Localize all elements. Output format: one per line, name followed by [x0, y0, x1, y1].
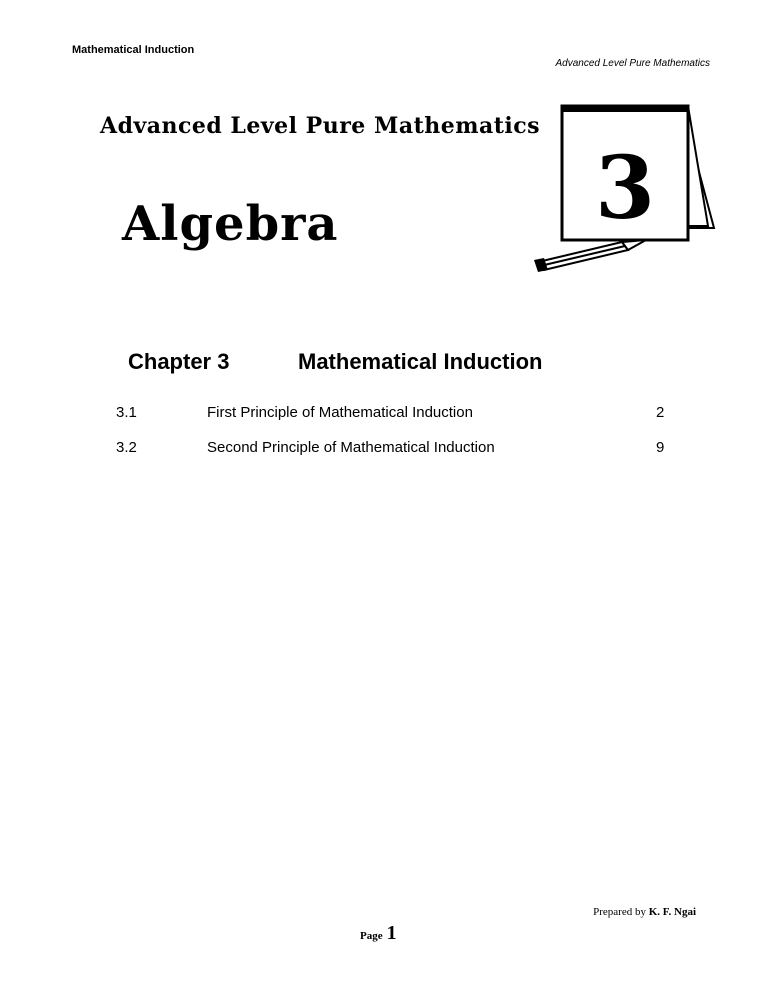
- page-number: 1: [386, 922, 397, 944]
- prepared-by-label: Prepared by: [593, 906, 646, 918]
- page-label: Page: [360, 930, 383, 942]
- toc-page-number: 9: [656, 439, 665, 456]
- running-header-left: Mathematical Induction: [72, 44, 195, 56]
- toc-section-number: 3.2: [116, 439, 137, 456]
- toc-section-number: 3.1: [116, 404, 137, 421]
- prepared-by: [593, 906, 696, 918]
- toc-section-title: Second Principle of Mathematical Induction: [207, 439, 495, 456]
- page-footer: [360, 922, 397, 945]
- notebook-icon: [532, 100, 732, 280]
- chapter-number-graphic: 3: [595, 138, 655, 239]
- author-name: K. F. Ngai: [648, 906, 696, 918]
- running-header-right: Advanced Level Pure Mathematics: [555, 58, 710, 69]
- pencil-icon: [534, 240, 646, 272]
- subject-title: Algebra: [122, 196, 339, 252]
- chapter-name: Mathematical Induction: [298, 349, 543, 374]
- series-title: Advanced Level Pure Mathematics: [100, 113, 541, 139]
- toc-page-number: 2: [656, 404, 665, 421]
- toc-section-title: First Principle of Mathematical Induction: [207, 404, 473, 421]
- chapter-label: Chapter 3: [128, 349, 230, 374]
